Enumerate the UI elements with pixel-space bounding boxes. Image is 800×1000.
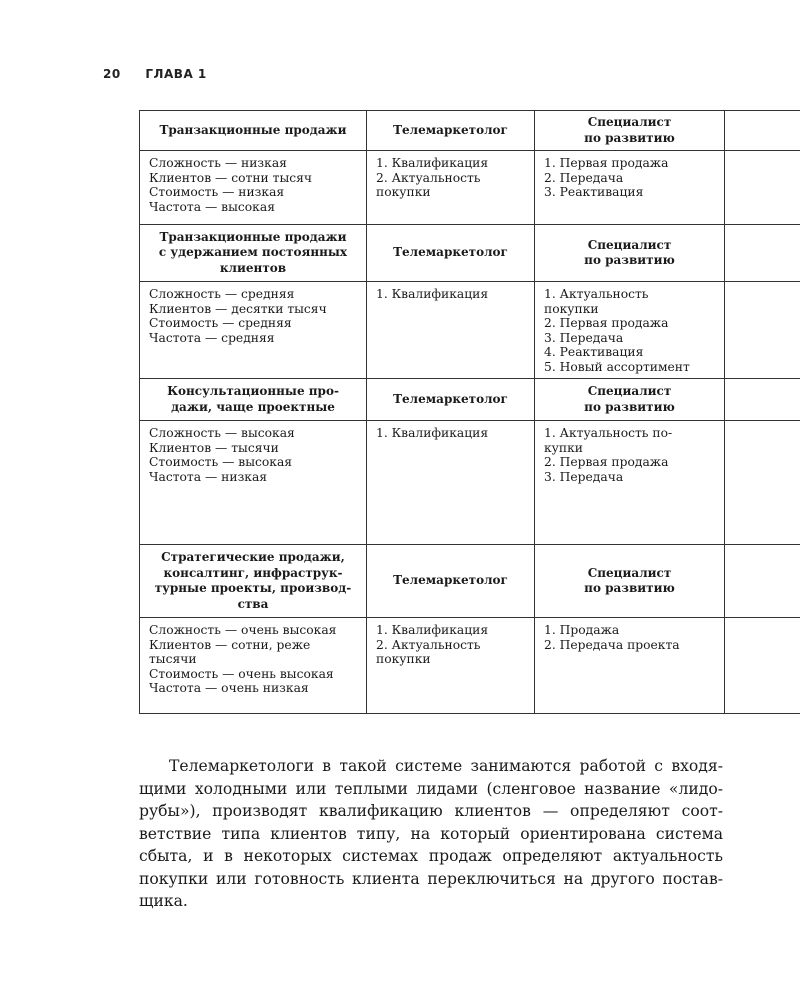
specialist-tasks-cell	[535, 151, 725, 225]
segment-detail-row	[140, 618, 800, 714]
segment-header-row	[140, 545, 800, 618]
paragraph-line: покупки или готовность клиента переключиться на другого постав-	[139, 869, 723, 888]
body-paragraph	[139, 755, 723, 913]
telemarketer-header-cell	[367, 379, 535, 421]
cell-line: 2. Актуальность	[376, 637, 481, 652]
telemarketer-tasks-cell	[367, 151, 535, 225]
header-line: Телемаркетолог	[393, 391, 508, 406]
segment-header-row	[140, 111, 800, 151]
telemarketer-tasks-cell	[367, 618, 535, 714]
cell-line: 2. Передача проекта	[544, 637, 680, 652]
cell-line: купки	[544, 440, 583, 455]
header-line: Специалист	[587, 384, 672, 398]
segment-header-row	[140, 379, 800, 421]
cell-line: 2. Первая продажа	[544, 455, 669, 469]
header-line: по развитию	[584, 130, 675, 145]
cell-line: Стоимость — низкая	[149, 185, 285, 199]
cell-line: покупки	[376, 185, 431, 199]
cell-line: Стоимость — средняя	[149, 316, 292, 330]
cell-line: Частота — низкая	[149, 469, 268, 484]
empty-header-cell	[725, 225, 800, 282]
cell-line: Сложность — очень высокая	[149, 623, 337, 637]
paragraph-line: ветствие типа клиентов типу, на который ориентирована система	[139, 824, 723, 843]
header-line: Специалист	[587, 237, 672, 252]
cell-line: 2. Первая продажа	[544, 316, 669, 330]
segment-title-cell	[140, 111, 367, 151]
paragraph-line: щими холодными или теплыми лидами (сленговое название «лидо-	[139, 779, 723, 798]
segment-title-cell	[140, 545, 367, 618]
header-line: дажи, чаще проектные	[171, 399, 335, 414]
paragraph-line: щика.	[139, 892, 188, 910]
segment-title-cell	[140, 225, 367, 282]
header-line: Специалист	[587, 565, 672, 580]
header-line: по развитию	[584, 581, 675, 595]
empty-detail-cell	[725, 282, 800, 379]
cell-line: покупки	[376, 652, 431, 666]
paragraph-line: сбыта, и в некоторых системах продаж определяют актуальность	[139, 847, 723, 865]
segment-detail-row	[140, 282, 800, 379]
empty-detail-cell	[725, 618, 800, 714]
cell-line: 1. Продажа	[544, 623, 620, 637]
empty-header-cell	[725, 545, 800, 618]
header-line: турные проекты, производ-	[154, 581, 352, 595]
sales-roles-table	[139, 110, 800, 714]
header-line: Телемаркетолог	[393, 245, 508, 260]
header-line: клиентов	[219, 260, 287, 275]
cell-line: 3. Реактивация	[544, 185, 644, 199]
header-line: по развитию	[584, 399, 675, 414]
telemarketer-header-cell	[367, 111, 535, 151]
empty-detail-cell	[725, 421, 800, 545]
specialist-tasks-cell	[535, 618, 725, 714]
header-line: Транзакционные продажи	[159, 122, 347, 137]
empty-header-cell	[725, 111, 800, 151]
cell-line: 5. Новый ассортимент	[544, 359, 690, 374]
header-line: консалтинг, инфраструк-	[163, 565, 343, 580]
cell-line: Клиентов — сотни, реже	[149, 637, 311, 652]
cell-line: Сложность — средняя	[149, 287, 295, 301]
cell-line: 3. Передача	[544, 469, 624, 484]
header-line: Специалист	[587, 115, 672, 129]
cell-line: тысячи	[149, 652, 197, 666]
cell-line: 1. Квалификация	[376, 623, 489, 637]
running-header	[103, 67, 207, 81]
segment-properties-cell	[140, 618, 367, 714]
cell-line: 4. Реактивация	[544, 345, 644, 359]
cell-line: Клиентов — тысячи	[149, 440, 279, 455]
segment-properties-cell	[140, 421, 367, 545]
empty-detail-cell	[725, 151, 800, 225]
empty-header-cell	[725, 379, 800, 421]
cell-line: Клиентов — сотни тысяч	[149, 170, 312, 185]
cell-line: покупки	[544, 301, 599, 316]
header-line: Стратегические продажи,	[161, 550, 345, 564]
cell-line: 3. Передача	[544, 330, 624, 345]
cell-line: 1. Квалификация	[376, 426, 489, 440]
header-line: Транзакционные продажи	[159, 229, 347, 244]
cell-line: 2. Актуальность	[376, 170, 481, 185]
specialist-header-cell	[535, 545, 725, 618]
telemarketer-tasks-cell	[367, 282, 535, 379]
specialist-header-cell	[535, 225, 725, 282]
cell-line: 1. Актуальность по-	[544, 426, 673, 440]
paragraph-line: рубы»), производят квалификацию клиентов — определяют соот-	[139, 802, 723, 820]
header-line: Телемаркетолог	[393, 573, 508, 588]
specialist-header-cell	[535, 379, 725, 421]
cell-line: 1. Квалификация	[376, 287, 489, 301]
cell-line: Клиентов — десятки тысяч	[149, 301, 327, 316]
telemarketer-tasks-cell	[367, 421, 535, 545]
segment-header-row	[140, 225, 800, 282]
cell-line: Частота — средняя	[149, 330, 275, 345]
cell-line: Стоимость — очень высокая	[149, 666, 334, 681]
cell-line: Частота — очень низкая	[149, 681, 309, 695]
segment-properties-cell	[140, 282, 367, 379]
page-number: 20	[103, 67, 121, 81]
segment-title-cell	[140, 379, 367, 421]
paragraph-line: Телемаркетологи в такой системе занимаются работой с входя-	[169, 757, 723, 775]
chapter-title: ГЛАВА 1	[145, 67, 207, 81]
cell-line: 1. Актуальность	[544, 287, 649, 301]
header-line: ства	[237, 596, 269, 611]
segment-detail-row	[140, 151, 800, 225]
cell-line: 1. Квалификация	[376, 156, 489, 170]
segment-detail-row	[140, 421, 800, 545]
specialist-tasks-cell	[535, 421, 725, 545]
header-line: по развитию	[584, 253, 675, 267]
telemarketer-header-cell	[367, 225, 535, 282]
table-body	[140, 111, 800, 714]
header-line: Телемаркетолог	[393, 122, 508, 137]
cell-line: Сложность — низкая	[149, 156, 287, 170]
cell-line: Частота — высокая	[149, 199, 275, 214]
cell-line: Стоимость — высокая	[149, 455, 293, 469]
header-line: Консультационные про-	[167, 384, 339, 398]
specialist-header-cell	[535, 111, 725, 151]
segment-properties-cell	[140, 151, 367, 225]
cell-line: 2. Передача	[544, 170, 624, 185]
header-line: с удержанием постоянных	[158, 245, 348, 260]
telemarketer-header-cell	[367, 545, 535, 618]
cell-line: Сложность — высокая	[149, 426, 295, 440]
specialist-tasks-cell	[535, 282, 725, 379]
cell-line: 1. Первая продажа	[544, 156, 669, 170]
